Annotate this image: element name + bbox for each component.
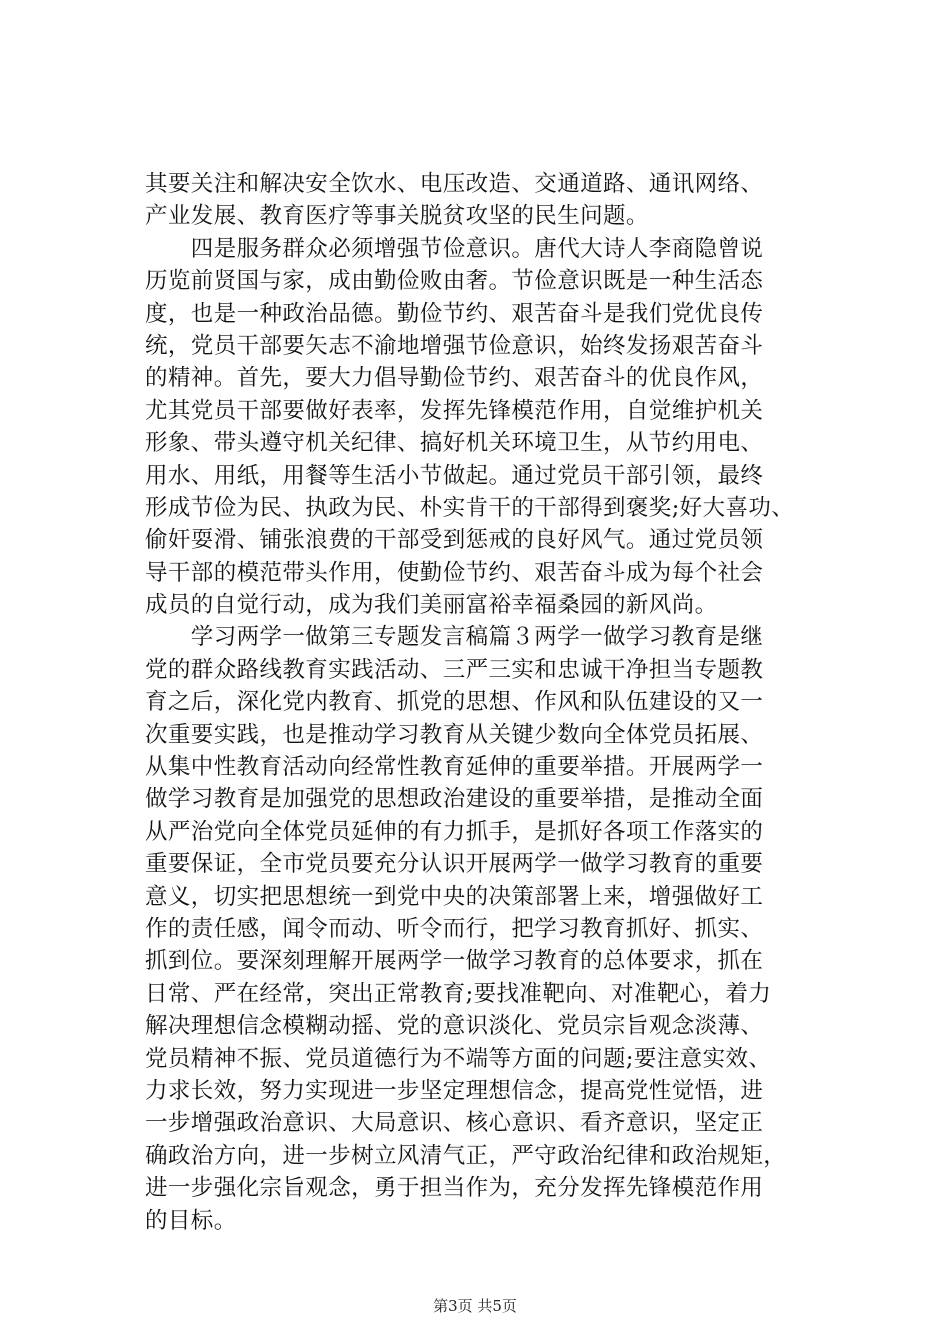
- text-line: 的目标。: [145, 1207, 237, 1234]
- text-line: 进一步强化宗旨观念，勇于担当作为，充分发挥先锋模范作用: [145, 1175, 764, 1202]
- text-line: 度，也是一种政治品德。勤俭节约、艰苦奋斗是我们党优良传: [145, 300, 764, 327]
- text-line: 党的群众路线教育实践活动、三严三实和忠诚干净担当专题教: [145, 656, 764, 683]
- text-line: 从集中性教育活动向经常性教育延伸的重要举措。开展两学一: [145, 754, 764, 781]
- text-line: 育之后，深化党内教育、抓党的思想、作风和队伍建设的又一: [145, 689, 764, 716]
- paragraph-start-line: 四是服务群众必须增强节俭意识。唐代大诗人李商隐曾说: [145, 235, 764, 262]
- text-line: 历览前贤国与家，成由勤俭败由奢。节俭意识既是一种生活态: [145, 268, 764, 295]
- page-number-footer: 第3页 共5页: [433, 1297, 517, 1315]
- document-body: [145, 168, 815, 1237]
- text-line: 偷奸耍滑、铺张浪费的干部受到惩戒的良好风气。通过党员领: [145, 527, 764, 554]
- text-line: 从严治党向全体党员延伸的有力抓手，是抓好各项工作落实的: [145, 818, 764, 845]
- text-line: 力求长效，努力实现进一步坚定理想信念，提高党性觉悟，进: [145, 1077, 764, 1104]
- text-line: 解决理想信念模糊动摇、党的意识淡化、党员宗旨观念淡薄、: [145, 1013, 764, 1040]
- paragraph-start-line: 学习两学一做第三专题发言稿篇３两学一做学习教育是继: [145, 624, 764, 651]
- text-line: 尤其党员干部要做好表率，发挥先锋模范作用，自觉维护机关: [145, 397, 764, 424]
- text-line: 次重要实践，也是推动学习教育从关键少数向全体党员拓展、: [145, 721, 764, 748]
- text-line: 党员精神不振、党员道德行为不端等方面的问题;要注意实效、: [145, 1045, 772, 1072]
- text-line: 统，党员干部要矢志不渝地增强节俭意识，始终发扬艰苦奋斗: [145, 332, 764, 359]
- text-line: 抓到位。要深刻理解开展两学一做学习教育的总体要求，抓在: [145, 948, 764, 975]
- text-line: 确政治方向，进一步树立风清气正，严守政治纪律和政治规矩，: [145, 1142, 787, 1169]
- text-line: 形成节俭为民、执政为民、朴实肯干的干部得到褒奖;好大喜功、: [145, 494, 795, 521]
- text-line: 产业发展、教育医疗等事关脱贫攻坚的民生问题。: [145, 203, 649, 230]
- text-line: 一步增强政治意识、大局意识、核心意识、看齐意识，坚定正: [145, 1110, 764, 1137]
- text-line: 重要保证，全市党员要充分认识开展两学一做学习教育的重要: [145, 851, 764, 878]
- text-line: 用水、用纸，用餐等生活小节做起。通过党员干部引领，最终: [145, 462, 764, 489]
- text-line: 成员的自觉行动，成为我们美丽富裕幸福桑园的新风尚。: [145, 592, 718, 619]
- text-line: 做学习教育是加强党的思想政治建设的重要举措，是推动全面: [145, 786, 764, 813]
- text-line: 意义，切实把思想统一到党中央的决策部署上来，增强做好工: [145, 883, 764, 910]
- text-line: 形象、带头遵守机关纪律、搞好机关环境卫生，从节约用电、: [145, 430, 764, 457]
- text-line: 的精神。首先，要大力倡导勤俭节约、艰苦奋斗的优良作风，: [145, 365, 764, 392]
- text-line: 导干部的模范带头作用，使勤俭节约、艰苦奋斗成为每个社会: [145, 559, 764, 586]
- text-line: 其要关注和解决安全饮水、电压改造、交通道路、通讯网络、: [145, 171, 764, 197]
- text-line: 日常、严在经常，突出正常教育;要找准靶向、对准靶心，着力: [145, 980, 772, 1007]
- text-line: 作的责任感，闻令而动、听令而行，把学习教育抓好、抓实、: [145, 915, 764, 942]
